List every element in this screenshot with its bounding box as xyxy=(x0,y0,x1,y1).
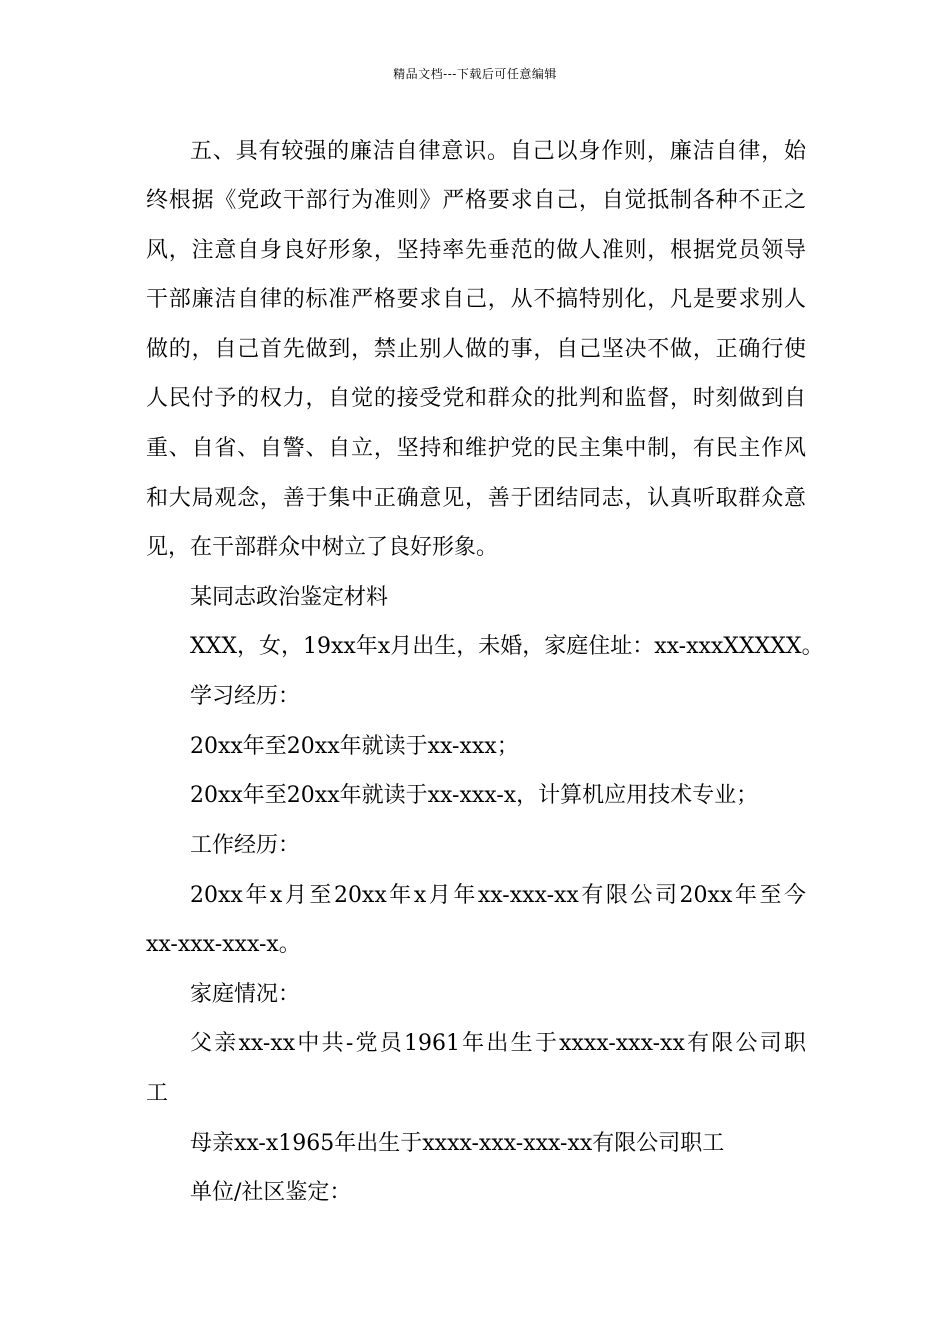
paragraph-line: 五、具有较强的廉洁自律意识。自己以身作则，廉洁自律，始 xyxy=(190,139,806,164)
father-entry-line: 工 xyxy=(146,1081,169,1106)
education-heading: 学习经历： xyxy=(190,684,301,709)
page-header: 精品文档---下载后可任意编辑 xyxy=(393,67,557,81)
paragraph-line: 和大局观念，善于集中正确意见，善于团结同志，认真听取群众意 xyxy=(146,486,806,511)
material-title: 某同志政治鉴定材料 xyxy=(190,585,389,610)
appraisal-heading: 单位/社区鉴定： xyxy=(190,1180,352,1205)
education-entry: 20xx年至20xx年就读于xx-xxx； xyxy=(190,734,519,759)
paragraph-line: 见，在干部群众中树立了良好形象。 xyxy=(146,535,499,560)
family-heading: 家庭情况： xyxy=(190,982,301,1007)
paragraph-line: 干部廉洁自律的标准严格要求自己，从不搞特别化，凡是要求别人 xyxy=(146,287,806,312)
work-entry-line: xx-xxx-xxx-x。 xyxy=(146,932,301,957)
mother-entry: 母亲xx-x1965年出生于xxxx-xxx-xxx-xx有限公司职工 xyxy=(190,1131,725,1156)
father-entry-line: 父亲xx-xx中共-党员1961年出生于xxxx-xxx-xx有限公司职 xyxy=(190,1031,806,1056)
work-heading: 工作经历： xyxy=(190,833,301,858)
paragraph-line: 终根据《党政干部行为准则》严格要求自己，自觉抵制各种不正之 xyxy=(146,188,806,213)
paragraph-line: 做的，自己首先做到，禁止别人做的事，自己坚决不做，正确行使 xyxy=(146,337,806,362)
paragraph-line: 人民付予的权力，自觉的接受党和群众的批判和监督，时刻做到自 xyxy=(146,386,806,411)
work-entry-line: 20xx年x月至20xx年x月年xx-xxx-xx有限公司20xx年至今 xyxy=(190,883,806,908)
basic-info: XXX，女，19xx年x月出生，未婚，家庭住址：xx-xxxXXXXX。 xyxy=(190,634,824,659)
paragraph-line: 重、自省、自警、自立，坚持和维护党的民主集中制，有民主作风 xyxy=(146,436,806,461)
education-entry: 20xx年至20xx年就读于xx-xxx-x，计算机应用技术专业； xyxy=(190,783,759,808)
paragraph-line: 风，注意自身良好形象，坚持率先垂范的做人准则，根据党员领导 xyxy=(146,238,806,263)
